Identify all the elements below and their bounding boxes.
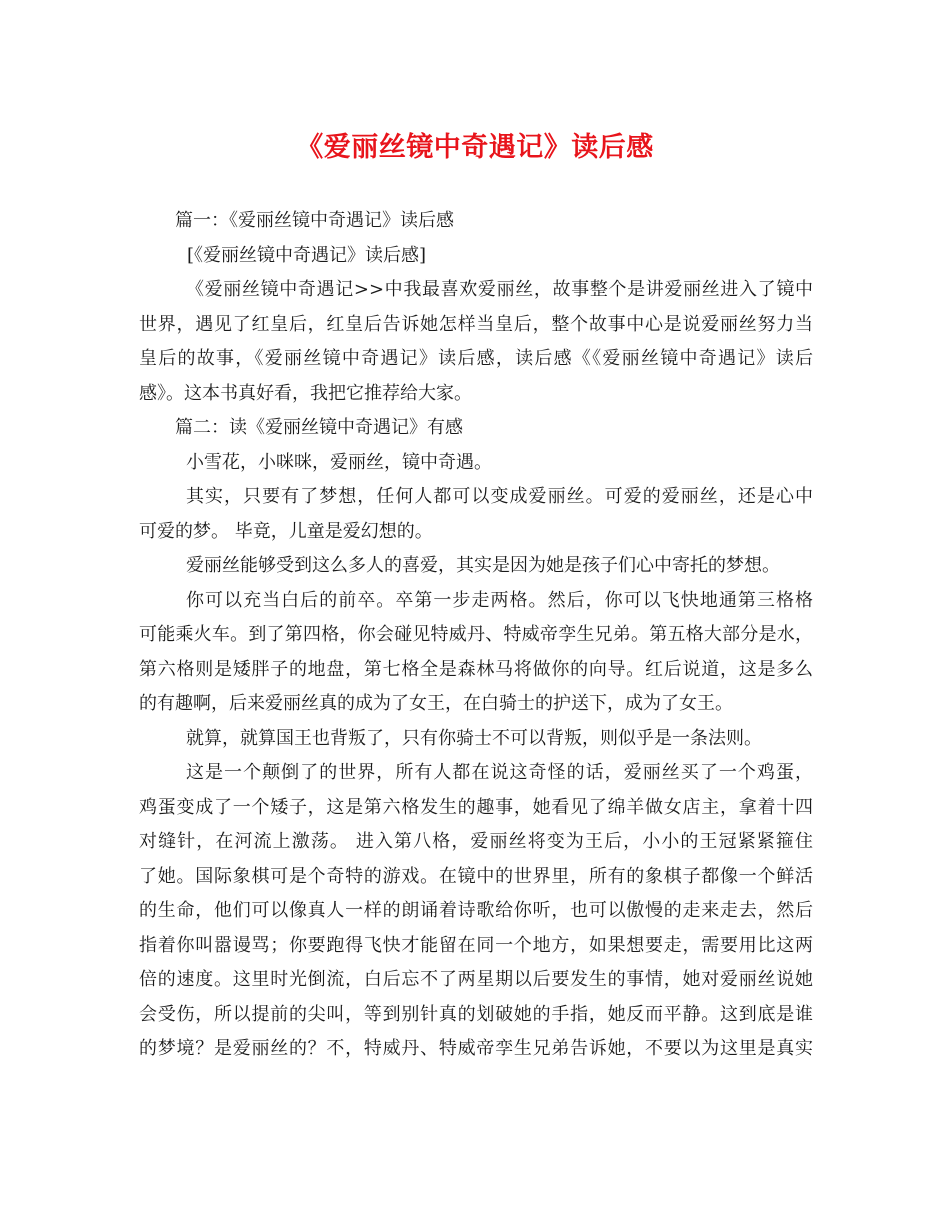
paragraph-line: 你可以充当白后的前卒。卒第一步走两格。然后，你可以飞快地通第三格格 — [186, 589, 813, 611]
paragraph-line: 世界，遇见了红皇后，红皇后告诉她怎样当皇后，整个故事中心是说爱丽丝努力当 — [139, 313, 813, 335]
paragraph-line: 第六格则是矮胖子的地盘，第七格全是森林马将做你的向导。红后说道，这是多么 — [139, 658, 813, 680]
paragraph-line: 皇后的故事，《爱丽丝镜中奇遇记》读后感，读后感《《爱丽丝镜中奇遇记》读后 — [139, 348, 813, 369]
paragraph-line: 可爱的梦。 毕竟，儿童是爱幻想的。 — [139, 520, 433, 542]
paragraph-line: 爱丽丝能够受到这么多人的喜爱，其实是因为她是孩子们心中寄托的梦想。 — [186, 555, 780, 576]
paragraph-line: 了她。国际象棋可是个奇特的游戏。在镜中的世界里，所有的象棋子都像一个鲜活 — [139, 865, 813, 887]
paragraph-line: 对缝针，在河流上激荡。 进入第八格，爱丽丝将变为王后，小小的王冠紧紧箍住 — [139, 831, 813, 852]
paragraph-line: 小雪花，小咪咪，爱丽丝，镜中奇遇。 — [186, 451, 492, 473]
paragraph-line: 其实，只要有了梦想，任何人都可以变成爱丽丝。可爱的爱丽丝，还是心中 — [186, 486, 813, 507]
paragraph-line: 鸡蛋变成了一个矮子，这是第六格发生的趣事，她看见了绵羊做女店主，拿着十四 — [139, 796, 813, 818]
document-body — [139, 204, 813, 1067]
paragraph-line: 会受伤，所以提前的尖叫，等到别针真的划破她的手指，她反而平静。这到底是谁 — [139, 1003, 813, 1025]
paragraph-line: 的有趣啊，后来爱丽丝真的成为了女王，在白骑士的护送下，成为了女王。 — [139, 693, 733, 714]
document-title: 《爱丽丝镜中奇遇记》读后感 — [296, 132, 654, 163]
paragraph-line: 这是一个颠倒了的世界，所有人都在说这奇怪的话，爱丽丝买了一个鸡蛋， — [186, 762, 813, 783]
bracket-title-line: [《爱丽丝镜中奇遇记》读后感] — [187, 244, 427, 266]
paragraph-line: 倍的速度。这里时光倒流，白后忘不了两星期以后要发生的事情，她对爱丽丝说她 — [139, 969, 813, 990]
paragraph-line: 感》。这本书真好看，我把它推荐给大家。 — [139, 382, 472, 404]
section-heading-1: 篇一：《爱丽丝镜中奇遇记》读后感 — [175, 210, 454, 231]
section-heading-2: 篇二：读《爱丽丝镜中奇遇记》有感 — [175, 417, 463, 438]
paragraph-line: 《爱丽丝镜中奇遇记>>中我最喜欢爱丽丝，故事整个是讲爱丽丝进入了镜中 — [186, 279, 813, 300]
paragraph-line: 就算，就算国王也背叛了，只有你骑士不可以背叛，则似乎是一条法则。 — [186, 727, 762, 749]
paragraph-line: 的梦境？是爱丽丝的？不，特威丹、特威帝孪生兄弟告诉她，不要以为这里是真实 — [139, 1038, 813, 1059]
paragraph-line: 指着你叫嚣谩骂；你要跑得飞快才能留在同一个地方，如果想要走，需要用比这两 — [139, 934, 813, 956]
paragraph-line: 的生命，他们可以像真人一样的朗诵着诗歌给你听，也可以傲慢的走来走去，然后 — [139, 900, 813, 921]
paragraph-line: 可能乘火车。到了第四格，你会碰见特威丹、特威帝孪生兄弟。第五格大部分是水， — [139, 624, 813, 645]
